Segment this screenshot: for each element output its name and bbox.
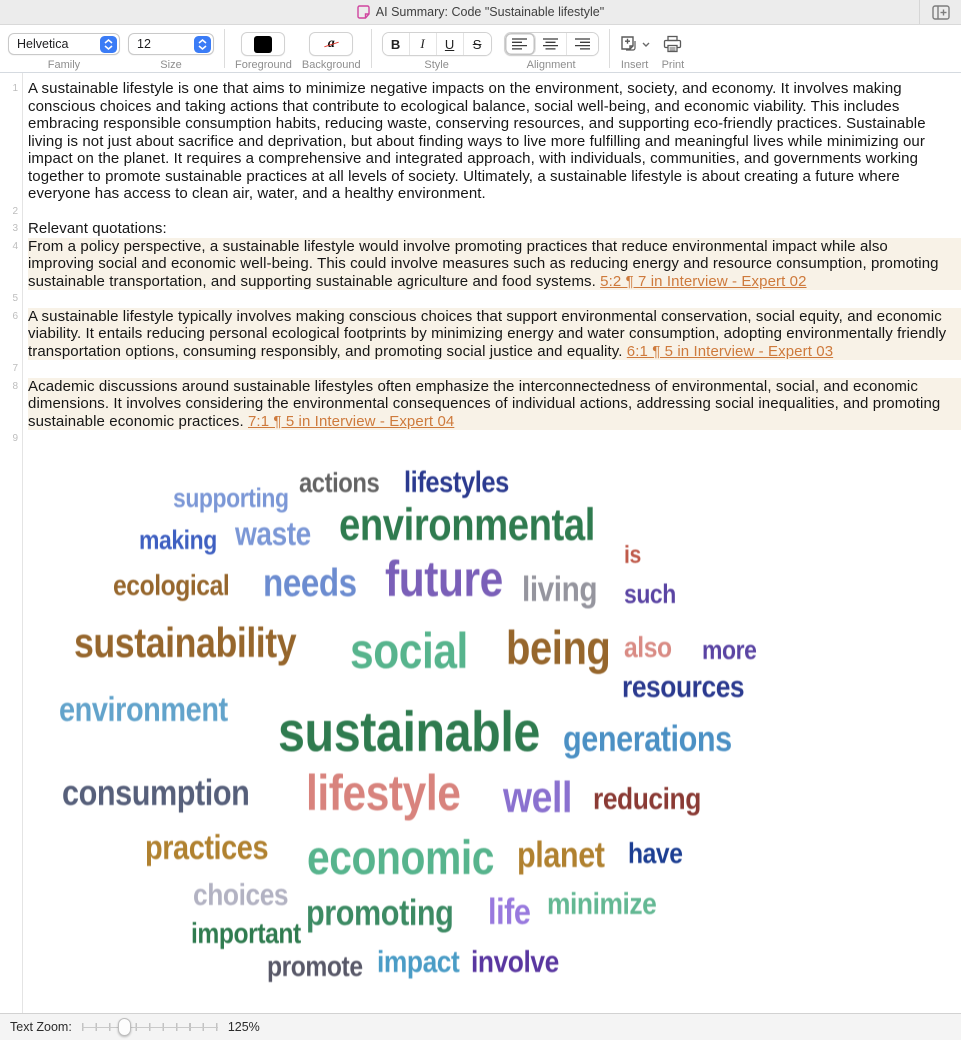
cloud-word: such bbox=[624, 578, 676, 609]
align-left-button[interactable] bbox=[505, 33, 536, 55]
cloud-word: generations bbox=[563, 717, 732, 759]
format-toolbar bbox=[0, 25, 961, 73]
background-label: Background bbox=[301, 59, 361, 71]
cloud-word: living bbox=[522, 569, 598, 609]
align-left-icon bbox=[512, 38, 527, 50]
text-zoom-value: 125% bbox=[227, 1020, 260, 1034]
alignment-label: Alignment bbox=[526, 59, 576, 71]
style-group bbox=[382, 25, 492, 72]
font-family-select[interactable] bbox=[8, 33, 120, 55]
font-family-group bbox=[8, 25, 120, 72]
font-size-label: Size bbox=[160, 59, 182, 71]
stepper-icon bbox=[100, 36, 117, 53]
font-size-select[interactable] bbox=[128, 33, 214, 55]
document-line bbox=[0, 430, 961, 448]
cloud-word: impact bbox=[377, 943, 460, 979]
cloud-word: ecological bbox=[113, 569, 230, 602]
cloud-word: more bbox=[702, 634, 757, 665]
print-label: Print bbox=[661, 59, 685, 71]
insert-icon bbox=[620, 35, 639, 54]
cloud-word: future bbox=[385, 550, 503, 607]
cloud-word: environment bbox=[59, 690, 228, 729]
window-title: AI Summary: Code "Sustainable lifestyle" bbox=[375, 5, 605, 19]
add-panel-button[interactable] bbox=[930, 3, 952, 21]
document-editor[interactable] bbox=[0, 73, 961, 1013]
font-size-group bbox=[128, 25, 214, 72]
document-line bbox=[0, 360, 961, 378]
cloud-word: sustainable bbox=[278, 699, 540, 764]
font-family-value: Helvetica bbox=[17, 37, 69, 51]
bold-button[interactable]: B bbox=[383, 33, 410, 55]
cloud-word: important bbox=[191, 917, 301, 950]
cloud-word: being bbox=[506, 620, 611, 674]
line-text[interactable] bbox=[28, 290, 961, 308]
insert-group bbox=[620, 25, 650, 72]
line-number: 7 bbox=[12, 363, 18, 374]
cloud-word: economic bbox=[307, 831, 495, 885]
cloud-word: supporting bbox=[173, 482, 289, 513]
line-text[interactable]: Academic discussions around sustainable lifestyles often emphasize the interconnectedness of environmental, social, and economic dimensions. It involves considering the environmental consequences of individual actions, addressing social inequalities, and promoting sustainable economic practices. 7:1 ¶ 5 in Interview - Expert 04 bbox=[28, 378, 961, 431]
line-text[interactable] bbox=[28, 203, 961, 221]
align-center-icon bbox=[543, 38, 558, 50]
document-line bbox=[0, 80, 961, 203]
cloud-word: planet bbox=[517, 833, 605, 875]
background-group bbox=[302, 25, 361, 72]
cloud-word: making bbox=[139, 524, 217, 555]
strikethrough-button[interactable]: S bbox=[464, 33, 491, 55]
line-number: 1 bbox=[12, 83, 18, 94]
cloud-word: is bbox=[624, 540, 641, 569]
document-line bbox=[0, 290, 961, 308]
line-text[interactable]: A sustainable lifestyle typically involves making conscious choices that support environmental conservation, social equity, and economic viability. It entails reducing personal ecological footprints by minimizing energy and water consumption, adopting environmentally friendly transportation options, consuming responsibly, and promoting social justice and equality. 6:1 ¶ 5 in Interview - Expert 03 bbox=[28, 308, 961, 361]
line-number: 8 bbox=[12, 380, 18, 392]
cloud-word: have bbox=[628, 837, 683, 870]
chevron-down-icon bbox=[642, 42, 650, 47]
line-text[interactable]: A sustainable lifestyle is one that aims to minimize negative impacts on the environment, society, and economy. It involves making conscious choices and taking actions that contribute to ecological balance, social well-being, and economic viability. This includes embracing responsible consumption habits, reducing waste, conserving resources, and supporting eco-friendly practices. Sustainable living is not just about sacrifice and deprivation, but about finding ways to live more fulfilling and meaningful lives while minimizing our impact on the planet. It requires a comprehensive and integrated approach, with individuals, communities, and governments working together to promote sustainable practices at all levels of society. Ultimately, a sustainable lifestyle is about creating a future where everyone has access to clean air, water, and a healthy environment. bbox=[28, 80, 926, 202]
print-group bbox=[662, 25, 685, 72]
line-number: 2 bbox=[12, 205, 18, 217]
cloud-word: involve bbox=[471, 943, 559, 979]
insert-label: Insert bbox=[620, 59, 649, 71]
document-line bbox=[0, 308, 961, 361]
cloud-word: life bbox=[488, 890, 531, 932]
align-right-button[interactable] bbox=[567, 33, 598, 55]
cloud-word: also bbox=[624, 631, 672, 664]
align-right-icon bbox=[575, 38, 590, 50]
align-center-button[interactable] bbox=[536, 33, 567, 55]
quotation-link[interactable]: 6:1 ¶ 5 in Interview - Expert 03 bbox=[626, 342, 834, 360]
font-size-value: 12 bbox=[137, 37, 151, 51]
line-number: 5 bbox=[12, 293, 18, 304]
cloud-word: waste bbox=[235, 514, 311, 552]
status-bar bbox=[0, 1013, 961, 1040]
line-text[interactable] bbox=[28, 360, 961, 378]
style-label: Style bbox=[424, 59, 449, 71]
note-icon bbox=[357, 5, 370, 19]
quotation-link[interactable]: 5:2 ¶ 7 in Interview - Expert 02 bbox=[600, 272, 807, 290]
line-text[interactable]: From a policy perspective, a sustainable lifestyle would involve promoting practices that reduce environmental impact while also improving social and economic well-being. This could involve measures such as reducing energy and resource consumption, promoting sustainable transportation, and supporting sustainable agriculture and food systems. 5:2 ¶ 7 in Interview - Expert 02 bbox=[28, 238, 961, 291]
line-text[interactable] bbox=[28, 430, 961, 448]
cloud-word: social bbox=[350, 622, 468, 679]
cloud-word: sustainability bbox=[74, 618, 297, 666]
foreground-color-button[interactable] bbox=[241, 32, 285, 56]
slider-thumb[interactable] bbox=[118, 1018, 131, 1036]
cloud-word: practices bbox=[145, 828, 269, 867]
toolbar-divider bbox=[371, 29, 372, 68]
foreground-swatch-icon bbox=[254, 36, 272, 53]
document-lines bbox=[0, 80, 961, 448]
text-zoom-label: Text Zoom: bbox=[10, 1020, 72, 1034]
cloud-word: lifestyles bbox=[404, 465, 509, 499]
cloud-word: consumption bbox=[62, 771, 250, 813]
alignment-group bbox=[504, 25, 599, 72]
title-bar bbox=[0, 0, 961, 25]
stepper-icon bbox=[194, 36, 211, 53]
cloud-word: needs bbox=[263, 561, 357, 605]
document-line bbox=[0, 203, 961, 221]
insert-button[interactable] bbox=[620, 31, 650, 57]
document-line bbox=[0, 220, 961, 238]
underline-button[interactable]: U bbox=[437, 33, 464, 55]
cloud-word: reducing bbox=[593, 780, 701, 816]
cloud-word: environmental bbox=[339, 498, 595, 550]
line-text[interactable]: Relevant quotations: bbox=[28, 220, 167, 237]
italic-button[interactable]: I bbox=[410, 33, 437, 55]
toolbar-divider bbox=[609, 29, 610, 68]
word-cloud bbox=[0, 448, 961, 1004]
background-color-button[interactable] bbox=[309, 32, 353, 56]
line-number: 6 bbox=[12, 310, 18, 322]
text-zoom-slider[interactable] bbox=[82, 1018, 218, 1036]
document-line bbox=[0, 238, 961, 291]
line-number: 4 bbox=[12, 240, 18, 252]
cloud-word: lifestyle bbox=[306, 764, 461, 821]
cloud-word: well bbox=[503, 772, 572, 822]
cloud-word: minimize bbox=[547, 885, 657, 921]
foreground-label: Foreground bbox=[235, 59, 292, 71]
cloud-word: promoting bbox=[306, 891, 454, 933]
cloud-word: promote bbox=[267, 950, 363, 983]
foreground-group bbox=[235, 25, 292, 72]
line-number: 3 bbox=[12, 223, 18, 234]
quotation-link[interactable]: 7:1 ¶ 5 in Interview - Expert 04 bbox=[247, 412, 455, 430]
cloud-word: actions bbox=[299, 466, 380, 498]
font-family-label: Family bbox=[47, 59, 81, 71]
cloud-word: choices bbox=[193, 876, 289, 912]
toolbar-divider bbox=[224, 29, 225, 68]
print-button[interactable] bbox=[663, 31, 682, 57]
cloud-word: resources bbox=[622, 668, 745, 704]
add-panel-icon bbox=[932, 5, 950, 20]
background-none-icon: a bbox=[327, 36, 335, 51]
line-number: 9 bbox=[12, 433, 18, 444]
print-icon bbox=[663, 35, 682, 53]
slider-track bbox=[82, 1027, 218, 1029]
document-line bbox=[0, 378, 961, 431]
